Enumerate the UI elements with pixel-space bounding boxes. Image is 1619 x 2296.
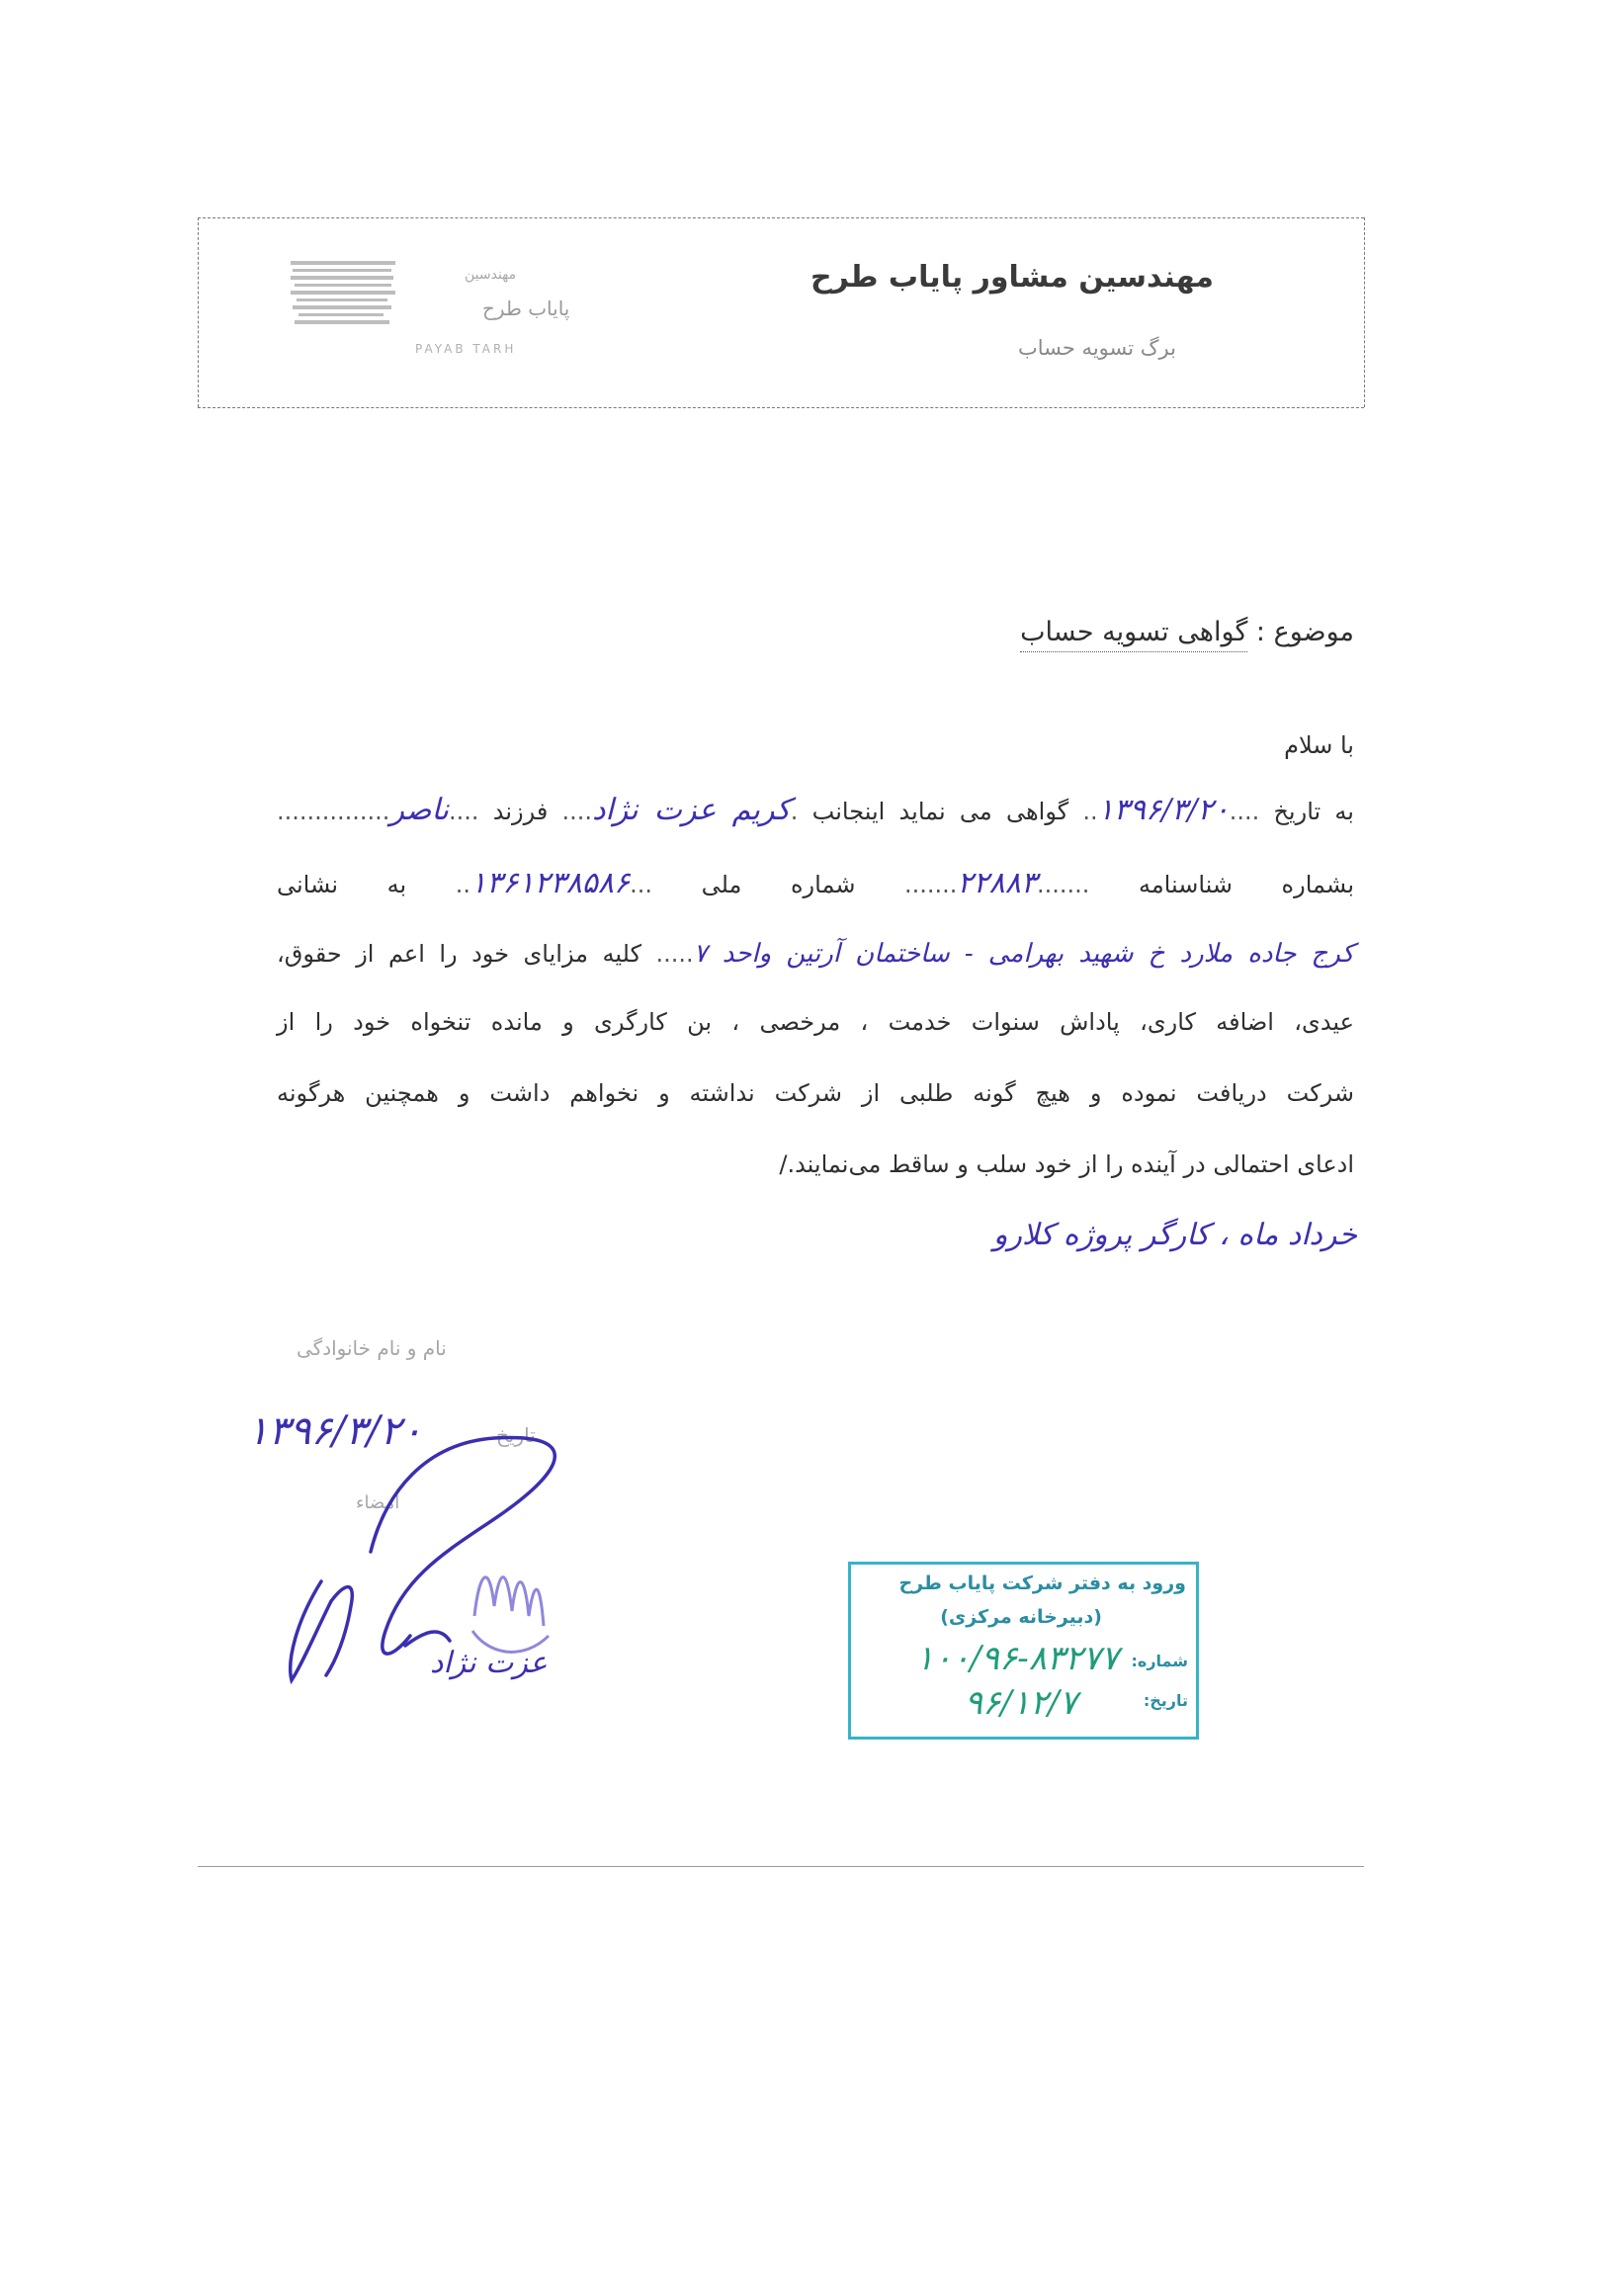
name-label: نام و نام خانوادگی — [297, 1336, 447, 1360]
handwritten-national-id: ۱۳۶۱۲۳۸۵۸۶ — [470, 866, 631, 900]
registry-stamp — [848, 1562, 1199, 1740]
handwritten-sign-date: ۱۳۹۶/۳/۲۰ — [247, 1408, 423, 1454]
date-label: تاریخ — [496, 1423, 536, 1447]
stamp-number-label: شماره: — [1131, 1652, 1188, 1670]
certify-text: گواهی می نماید اینجانب — [811, 798, 1069, 825]
handwritten-father: ناصر — [389, 793, 449, 827]
stamp-date-value: ۹۶/۱۲/۷ — [964, 1683, 1077, 1723]
subject-line — [1020, 617, 1354, 647]
handwritten-address: کرج جاده ملارد خ شهید بهرامی - ساختمان آرتین واحد ۷ — [693, 939, 1355, 969]
body-line-6: ادعای احتمالی در آینده را از خود سلب و ساقط می‌نمایند./ — [779, 1150, 1354, 1178]
stamp-date-label: تاریخ: — [1143, 1691, 1188, 1710]
handwritten-signer-name: عزت نژاد — [430, 1646, 548, 1680]
handwritten-closing-note: خرداد ماه ، کارگر پروژه کلارو — [993, 1218, 1357, 1252]
stamp-subtitle: (دبیرخانه مرکزی) — [940, 1606, 1102, 1628]
national-id-label: شماره ملی — [701, 871, 856, 898]
header-left-rule — [198, 217, 199, 407]
company-logo-icon — [289, 259, 397, 330]
date-prefix: به تاریخ — [1273, 798, 1354, 825]
id-label: بشماره شناسنامه — [1138, 871, 1354, 898]
logo-caption: پایاب طرح — [482, 297, 570, 320]
subject-label: موضوع : — [1255, 617, 1354, 647]
handwritten-date: ۱۳۹۶/۳/۲۰ — [1097, 793, 1230, 827]
header-top-rule — [198, 217, 1364, 218]
stamp-title: ورود به دفتر شرکت پایاب طرح — [898, 1573, 1186, 1594]
logo-caption-small: مهندسین — [465, 267, 517, 283]
address-label: به نشانی — [277, 871, 407, 898]
body-line-1: به تاریخ ....۱۳۹۶/۳/۲۰.. گواهی می نماید اینجانب .کریم عزت نژاد.... فرزند ....ناصر............... — [277, 793, 1354, 827]
body-line-4: عیدی، اضافه کاری، پاداش سنوات خدمت ، مرخصی ، بن کارگری و مانده تنخواه خود را از — [277, 1008, 1354, 1036]
header-bottom-rule — [198, 407, 1364, 408]
footer-rule — [198, 1866, 1364, 1867]
greeting: با سلام — [1284, 731, 1354, 759]
body-line-3: کرج جاده ملارد خ شهید بهرامی - ساختمان آرتین واحد ۷..... کلیه مزایای خود را اعم از حقوق، — [277, 939, 1355, 969]
child-of-label: فرزند — [492, 798, 549, 825]
logo-caption-latin: PAYAB TARH — [415, 342, 517, 356]
header-right-rule — [1364, 217, 1365, 407]
form-title: برگ تسویه حساب — [1018, 336, 1176, 360]
benefits-text: کلیه مزایای خود را اعم از حقوق، — [277, 940, 641, 968]
body-line-2: بشماره شناسنامه .......۲۲۸۸۳....... شماره ملی ...۱۳۶۱۲۳۸۵۸۶.. به نشانی — [277, 866, 1354, 900]
handwritten-name: کریم عزت نژاد — [592, 793, 791, 827]
sign-label: امضاء — [356, 1492, 400, 1513]
handwritten-id-number: ۲۲۸۸۳ — [957, 866, 1037, 900]
stamp-number-value: ۱۰۰/۹۶-۸۳۲۷۷ — [915, 1639, 1119, 1678]
body-line-5: شرکت دریافت نموده و هیچ گونه طلبی از شرکت نداشته و نخواهم داشت و همچنین هرگونه — [277, 1079, 1354, 1107]
company-name: مهندسین مشاور پایاب طرح — [810, 260, 1214, 295]
subject-value: گواهی تسویه حساب — [1020, 617, 1247, 652]
